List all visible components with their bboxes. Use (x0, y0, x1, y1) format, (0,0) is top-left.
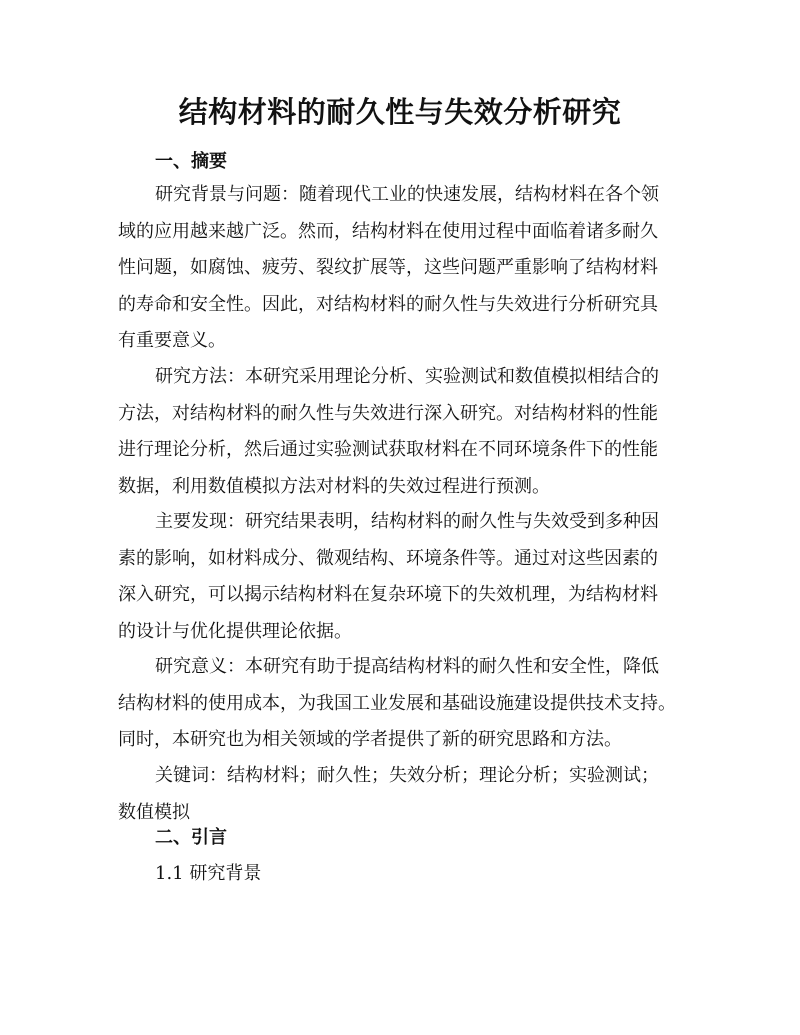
paragraph-keywords (118, 758, 683, 831)
section-heading-abstract: 一、摘要 (155, 151, 227, 172)
paragraph-line: 关键词：结构材料；耐久性；失效分析；理论分析；实验测试； (155, 765, 659, 786)
paragraph-line: 数据，利用数值模拟方法对材料的失效过程进行预测。 (118, 475, 550, 497)
document-title: 结构材料的耐久性与失效分析研究 (178, 95, 622, 129)
paragraph-line: 结构材料的使用成本，为我国工业发展和基础设施建设提供技术支持。 (118, 692, 676, 714)
paragraph-line: 素的影响，如材料成分、微观结构、环境条件等。通过对这些因素的 (118, 547, 658, 569)
paragraph-line: 同时，本研究也为相关领域的学者提供了新的研究思路和方法。 (118, 729, 622, 750)
paragraph-line: 研究背景与问题：随着现代工业的快速发展，结构材料在各个领 (155, 184, 659, 205)
paragraph-line: 进行理论分析，然后通过实验测试获取材料在不同环境条件下的性能 (118, 439, 658, 460)
paragraph-line: 的设计与优化提供理论依据。 (118, 620, 352, 642)
paragraph-methods (118, 359, 683, 505)
paragraph-line: 性问题，如腐蚀、疲劳、裂纹扩展等，这些问题严重影响了结构材料 (118, 257, 658, 278)
paragraph-line: 研究方法：本研究采用理论分析、实验测试和数值模拟相结合的 (155, 366, 659, 387)
paragraph-line: 研究意义：本研究有助于提高结构材料的耐久性和安全性，降低 (155, 656, 659, 677)
paragraph-line: 主要发现：研究结果表明，结构材料的耐久性与失效受到多种因 (155, 511, 659, 532)
paragraph-line: 域的应用越来越广泛。然而，结构材料在使用过程中面临着诸多耐久 (118, 220, 658, 242)
paragraph-line: 有重要意义。 (118, 330, 226, 351)
paragraph-background (118, 177, 683, 360)
subsection-heading-background: 1.1 研究背景 (155, 863, 262, 884)
section-heading-introduction: 二、引言 (155, 827, 227, 848)
paragraph-findings (118, 504, 683, 650)
paragraph-line: 的寿命和安全性。因此，对结构材料的耐久性与失效进行分析研究具 (118, 293, 658, 315)
paragraph-line: 深入研究，可以揭示结构材料在复杂环境下的失效机理，为结构材料 (118, 584, 658, 605)
paragraph-line: 方法，对结构材料的耐久性与失效进行深入研究。对结构材料的性能 (118, 402, 658, 424)
paragraph-line: 数值模拟 (118, 801, 190, 823)
paragraph-significance (118, 649, 683, 759)
